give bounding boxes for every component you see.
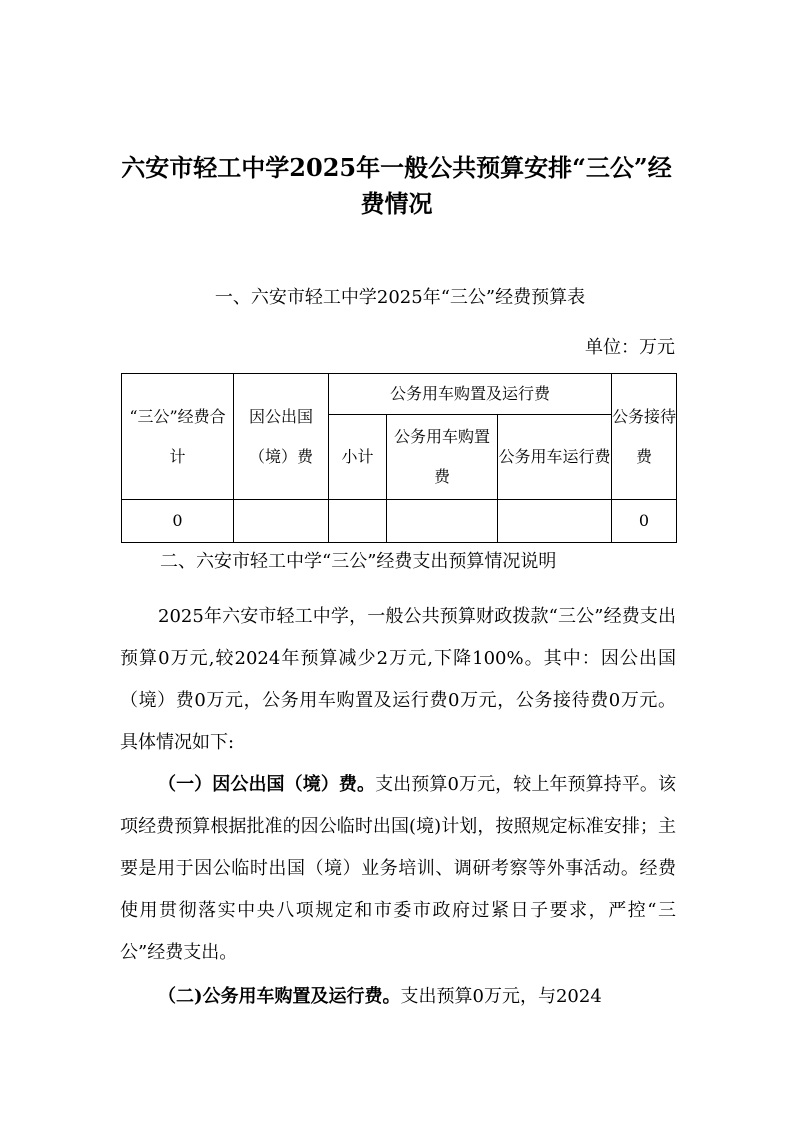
budget-table: [121, 373, 677, 543]
cell-vehicle-operation: [498, 500, 612, 543]
header-subtotal: 小计: [329, 415, 387, 500]
paragraph-vehicle-body: 支出预算0万元，与2024: [400, 986, 602, 1007]
paragraph-abroad-lead: （一）因公出国（境）费。: [158, 774, 376, 795]
section-2-heading: 二、六安市轻工中学“三公”经费支出预算情况说明: [160, 551, 557, 572]
cell-abroad: [234, 500, 329, 543]
paragraph-summary: 2025年六安市轻工中学，一般公共预算财政拨款“三公”经费支出预算0万元,较2024年预算减少2万元,下降100%。其中：因公出国（境）费0万元，公务用车购置及运行费0万元，公务接待费0万元。具体情况如下:: [120, 606, 676, 753]
cell-total: 0: [122, 500, 234, 543]
header-vehicle-purchase: 公务用车购置费: [387, 415, 498, 500]
document-title: 六安市轻工中学2025年一般公共预算安排“三公”经费情况: [121, 153, 672, 218]
cell-subtotal: [329, 500, 387, 543]
table-row: [122, 500, 677, 543]
cell-reception: 0: [612, 500, 677, 543]
header-abroad: 因公出国（境）费: [234, 374, 329, 500]
header-vehicle-operation: 公务用车运行费: [498, 415, 612, 500]
paragraph-abroad-body: 支出预算0万元，较上年预算持平。该项经费预算根据批准的因公临时出国(境)计划，按照规定标准安排；主要是用于因公临时出国（境）业务培训、调研考察等外事活动。经费使用贯彻落实中央八项规定和市委市政府过紧日子要求，严控“三公”经费支出。: [120, 774, 676, 963]
header-reception: 公务接待费: [612, 374, 677, 500]
unit-label: 单位：万元: [585, 337, 675, 358]
paragraph-vehicle-lead: （二)公务用车购置及运行费。: [158, 986, 401, 1007]
header-total: “三公”经费合计: [122, 374, 234, 500]
table-header-row-1: [122, 374, 677, 415]
section-1-heading: 一、六安市轻工中学2025年“三公”经费预算表: [214, 287, 586, 308]
cell-vehicle-purchase: [387, 500, 498, 543]
header-vehicle-group: 公务用车购置及运行费: [329, 374, 612, 415]
paragraph-abroad: [120, 764, 676, 974]
paragraph-vehicle: [120, 976, 676, 1018]
